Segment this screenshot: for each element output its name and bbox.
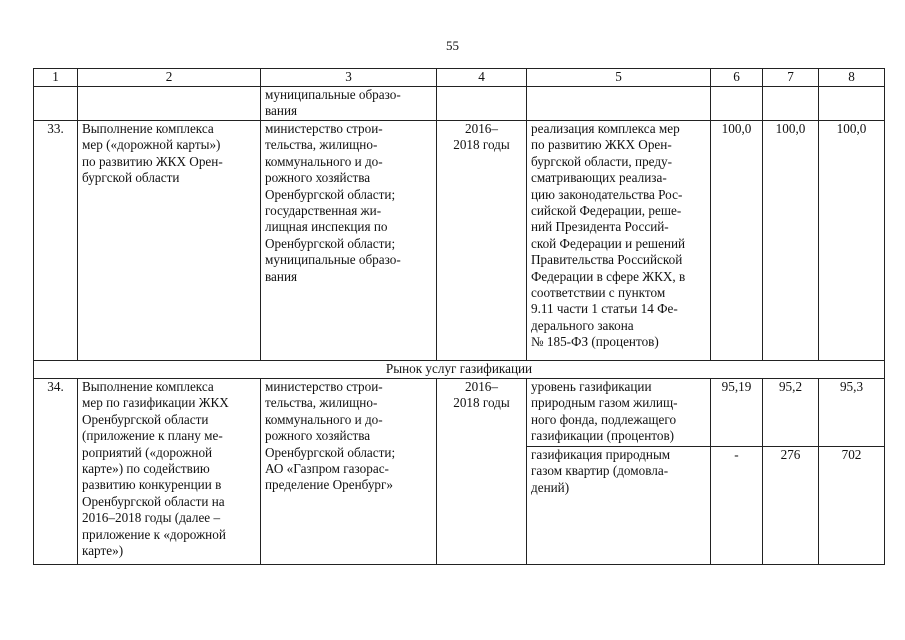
- cell: [711, 87, 763, 121]
- cell: [763, 87, 819, 121]
- header-col-1: 1: [34, 69, 78, 87]
- page-number: 55: [446, 38, 459, 53]
- cell: [819, 87, 885, 121]
- measure-name: Выполнение комплекса мер («дорожной карты») по развитию ЖКХ Орен- бургской области: [78, 121, 261, 361]
- table-row-34a: [34, 379, 885, 447]
- value-2018: 100,0: [819, 121, 885, 361]
- table-header-row: [34, 69, 885, 87]
- table-row-33: [34, 121, 885, 361]
- target-indicators-table: [33, 68, 885, 565]
- period: 2016– 2018 годы: [437, 379, 527, 565]
- executors: министерство строи- тельства, жилищно- коммунального и до- рожного хозяйства Оренбургской области; государственная жи- лищная инспекция по Оренбургской области; муниципальные образо- вания: [261, 121, 437, 361]
- continuation-row: [34, 87, 885, 121]
- value-2016: -: [711, 447, 763, 565]
- row-number: 34.: [34, 379, 78, 565]
- value-2017: 100,0: [763, 121, 819, 361]
- header-col-3: 3: [261, 69, 437, 87]
- value-2017: 276: [763, 447, 819, 565]
- value-2018: 95,3: [819, 379, 885, 447]
- indicator: реализация комплекса мер по развитию ЖКХ Орен- бургской области, преду- сматривающих реализа- цию законодательства Рос- сийской Федерации, реше- ний Президента Россий- ской Федерации и решений Правительства Российской Федерации в сфере ЖКХ, в соответствии с пунктом 9.11 части 1 статьи 14 Фе- дерального закона № 185-ФЗ (процентов): [527, 121, 711, 361]
- indicator-gasification-level: уровень газификации природным газом жилищ- ного фонда, подлежащего газификации (процентов): [527, 379, 711, 447]
- period: 2016– 2018 годы: [437, 121, 527, 361]
- section-row: [34, 361, 885, 379]
- cell: [437, 87, 527, 121]
- continuation-executors: муниципальные образо- вания: [261, 87, 437, 121]
- executors: министерство строи- тельства, жилищно- коммунального и до- рожного хозяйства Оренбургской области; АО «Газпром газорас- пределение Оренбург»: [261, 379, 437, 565]
- section-title: Рынок услуг газификации: [34, 361, 885, 379]
- row-number: 33.: [34, 121, 78, 361]
- value-2016: 95,19: [711, 379, 763, 447]
- header-col-7: 7: [763, 69, 819, 87]
- indicator-apartments-gasified: газификация природным газом квартир (домовла- дений): [527, 447, 711, 565]
- cell: [78, 87, 261, 121]
- header-col-4: 4: [437, 69, 527, 87]
- value-2018: 702: [819, 447, 885, 565]
- header-col-8: 8: [819, 69, 885, 87]
- value-2017: 95,2: [763, 379, 819, 447]
- header-col-5: 5: [527, 69, 711, 87]
- measure-name: Выполнение комплекса мер по газификации ЖКХ Оренбургской области (приложение к плану ме- роприятий («дорожной карте») по содействию развитию конкуренции в Оренбургской области на 2016–2018 годы (далее – приложение к «дорожной карте»): [78, 379, 261, 565]
- value-2016: 100,0: [711, 121, 763, 361]
- header-col-6: 6: [711, 69, 763, 87]
- cell: [34, 87, 78, 121]
- cell: [527, 87, 711, 121]
- header-col-2: 2: [78, 69, 261, 87]
